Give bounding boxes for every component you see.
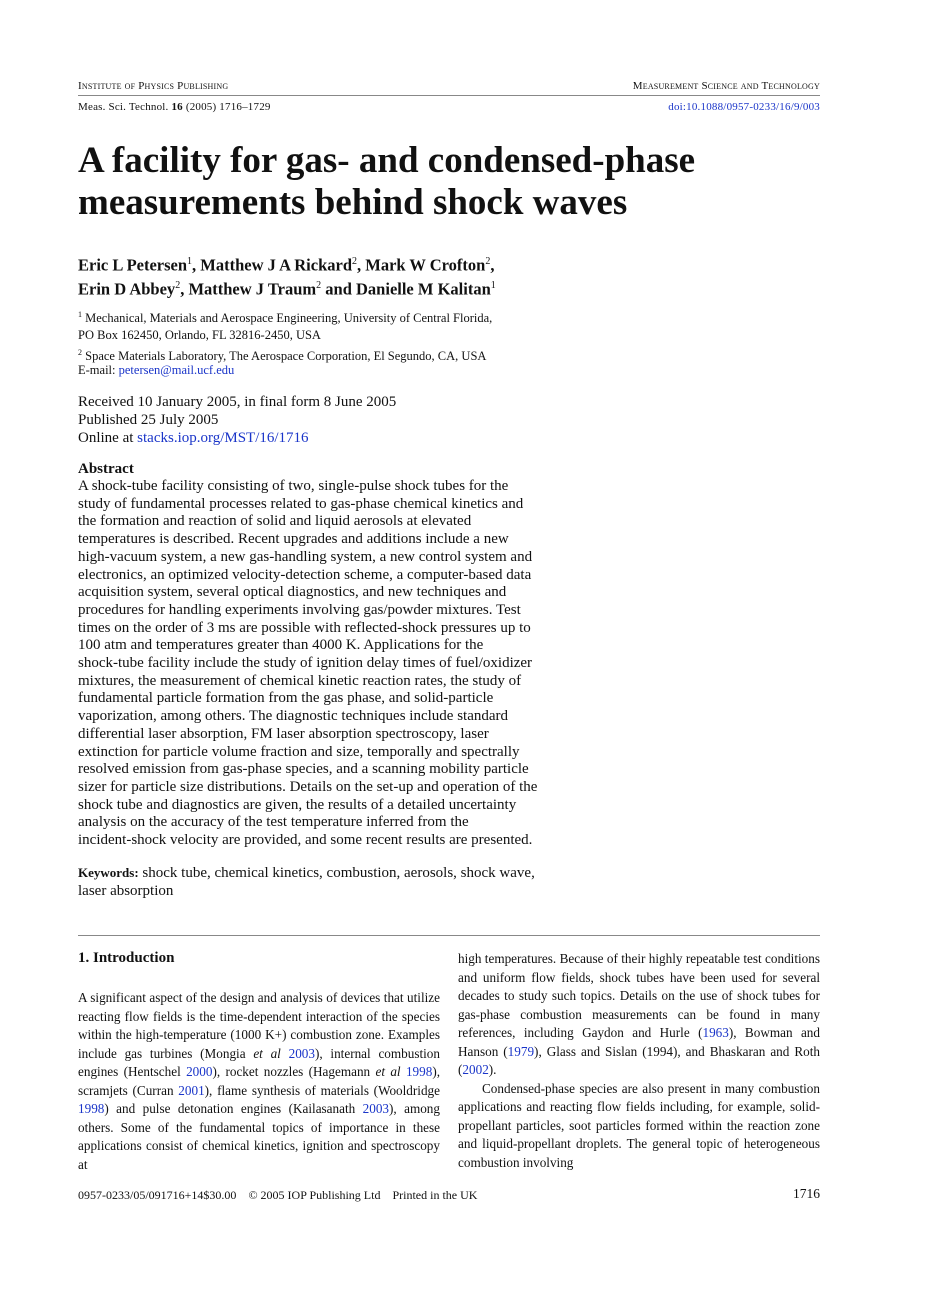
footer-info: 0957-0233/05/091716+14$30.00 © 2005 IOP Publishing Ltd Printed in the UK: [78, 1188, 478, 1202]
affiliations: $^1$ Mechanical, Materials and Aerospace Engineering, University of Central Florida, PO Box 162450, Orlando, FL 32816-2450, USA $^2$ Space Materials Laboratory, The Aerospace Corporation, El Segundo, CA, USA: [78, 310, 493, 364]
abstract-heading: Abstract: [78, 461, 134, 477]
article-title: A facility for gas- and condensed-phase measurements behind shock waves: [78, 140, 696, 223]
author-name: Erin D Abbey: [78, 279, 176, 298]
publication-dates: Received 10 January 2005, in final form 8 June 2005 Published 25 July 2005 Online at stacks.iop.org/MST/16/1716: [78, 394, 397, 446]
email-line: E-mail: petersen@mail.ucf.edu: [78, 363, 235, 377]
author-name: Matthew J A Rickard: [200, 255, 352, 275]
section-rule: [78, 935, 820, 936]
page-number: 1716: [793, 1186, 820, 1201]
header-rule: [78, 95, 820, 96]
citation: Meas. Sci. Technol. 16 (2005) 1716–1729: [78, 101, 271, 113]
doi-link[interactable]: doi:10.1088/0957-0233/16/9/003: [668, 101, 820, 113]
citation-link[interactable]: 1998: [78, 1101, 105, 1116]
citation-link[interactable]: 1963: [702, 1025, 729, 1040]
intro-right-column: high temperatures. Because of their highly repeatable test conditions and uniform flow fields, shock tubes have been used for several decades to study such topics. Details on the use of shock tubes for gas-phase combustion measurements can be found in many references, including Gaydon and Hurle (1963), Bowman and Hanson (1979), Glass and Sislan (1994), and Bhaskaran and Roth (2002). Condensed-phase species are also present in many combustion applications and reacting flow fields including, for example, solid-propellant particles, soot particles formed within the reaction zone and liquid-propellant droplets. The general topic of heterogeneous combustion involving: [458, 951, 820, 1170]
author-list: Eric L Petersen$^1$, Matthew J A Rickard$^2$, Mark W Crofton$^2$, Erin D Abbey$^2$, Matthew J Traum$^2$ and Danielle M Kalitan$^1$: [78, 255, 496, 298]
intro-left-column: A significant aspect of the design and analysis of devices that utilize reacting flow fields is the time-dependent interaction of the species within the high-temperature (1000 K+) combustion zone. Examples include gas turbines (Mongia et al 2003), internal combustion engines (Hentschel 2000), rocket nozzles (Hagemann et al 1998), scramjets (Curran 2001), flame synthesis of materials (Wooldridge 1998) and pulse detonation engines (Kailasanath 2003), among others. Some of the fundamental topics of importance in these applications consist of chemical kinetics, ignition and spectroscopy at: [78, 990, 441, 1172]
citation-link[interactable]: 2002: [462, 1062, 489, 1077]
citation-link[interactable]: 2003: [362, 1101, 390, 1116]
section-heading: 1. Introduction: [78, 950, 175, 966]
citation-link[interactable]: 1998: [405, 1064, 433, 1079]
author-name: Mark W Crofton: [365, 255, 486, 275]
keywords: Keywords: shock tube, chemical kinetics, combustion, aerosols, shock wave, laser absorption: [78, 865, 535, 899]
online-link[interactable]: stacks.iop.org/MST/16/1716: [137, 430, 309, 446]
citation-link[interactable]: 2003: [288, 1045, 315, 1061]
citation-link[interactable]: 2001: [178, 1082, 205, 1098]
citation-link[interactable]: 1979: [507, 1043, 535, 1059]
author-name: Danielle M Kalitan: [356, 279, 491, 298]
journal-name: Measurement Science and Technology: [632, 80, 820, 92]
citation-link[interactable]: 2000: [186, 1064, 213, 1079]
publisher-name: Institute of Physics Publishing: [78, 80, 229, 92]
email-link[interactable]: petersen@mail.ucf.edu: [118, 363, 235, 377]
abstract-body: A shock-tube facility consisting of two, single-pulse shock tubes for the study of fundamental processes related to gas-phase chemical kinetics and the formation and reaction of solid and liquid aerosols at elevated temperatures is described. Recent upgrades and additions include a new high-vacuum system, a new gas-handling system, a new control system and electronics, an optimized velocity-detection scheme, a computer-based data acquisition system, several optical diagnostics, and new techniques and procedures for handling experiments involving gas/powder mixtures. Test times on the order of 3 ms are possible with reflected-shock pressures up to 100 atm and temperatures greater than 4000 K. Applications for the shock-tube facility include the study of ignition delay times of fuel/oxidizer mixtures, the measurement of chemical kinetic reaction rates, the study of fundamental particle formation from the gas phase, and solid-particle vaporization, among others. The diagnostic techniques include standard differential laser absorption, FM laser absorption spectroscopy, laser extinction for particle volume fraction and size, temporally and spectrally resolved emission from gas-phase species, and a scanning mobility particle sizer for particle size distributions. Details on the set-up and operation of the shock tube and diagnostics are given, the results of a detailed uncertainty analysis on the accuracy of the test temperature inferred from the incident-shock velocity are provided, and some recent results are presented.: [78, 478, 538, 849]
author-name: Eric L Petersen: [78, 255, 188, 275]
author-name: Matthew J Traum: [188, 279, 317, 298]
